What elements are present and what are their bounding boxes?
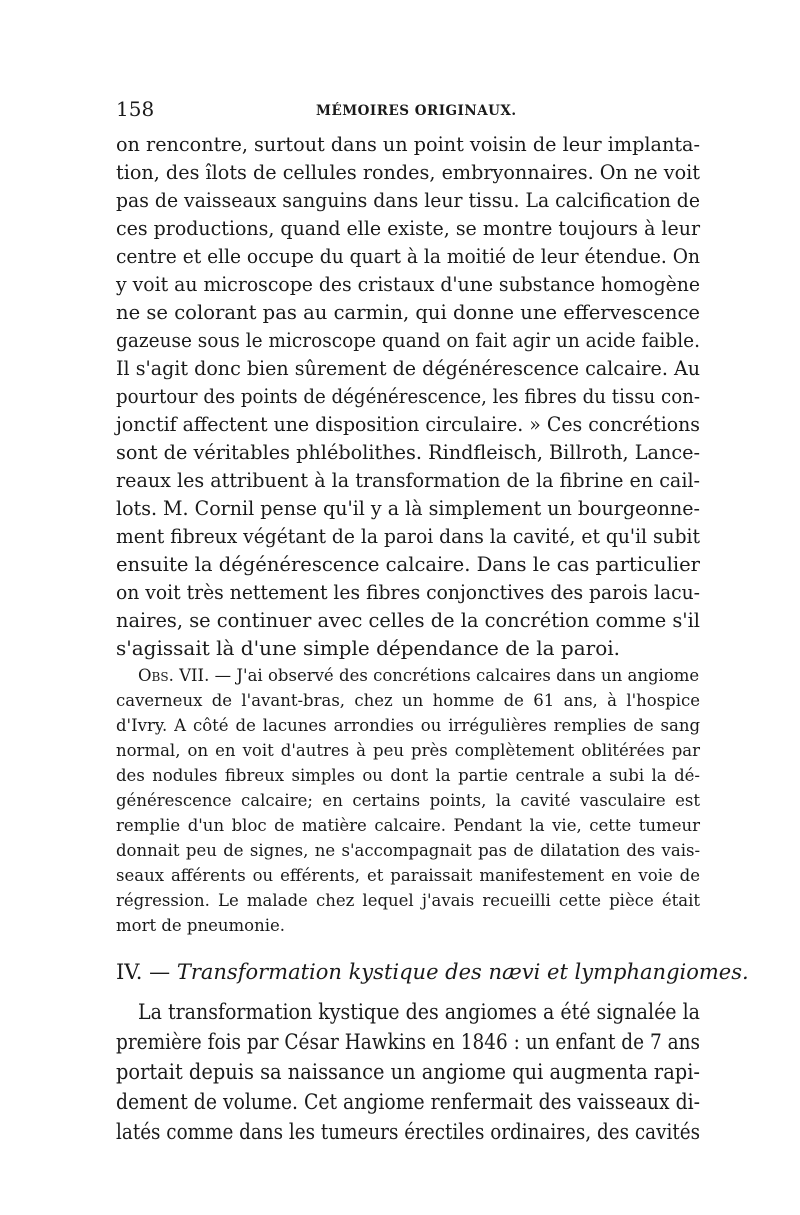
paragraph-line: tion, des îlots de cellules rondes, embryonnaires. On ne voit: [116, 160, 700, 184]
observation-first-line: [138, 666, 699, 685]
paragraph-line: ces productions, quand elle existe, se montre toujours à leur: [116, 216, 701, 240]
observation-line: seaux afférents ou efférents, et paraissait manifestement en voie de: [116, 866, 701, 885]
paragraph-line: jonctif affectent une disposition circulaire. » Ces concrétions: [116, 412, 700, 436]
section-heading: [116, 960, 749, 984]
paragraph-line: portait depuis sa naissance un angiome qui augmenta rapi-: [116, 1060, 700, 1084]
paragraph-line: lots. M. Cornil pense qu'il y a là simplement un bourgeonne-: [116, 496, 700, 520]
paragraph-line: pas de vaisseaux sanguins dans leur tissu. La calcification de: [116, 188, 700, 212]
observation-line: remplie d'un bloc de matière calcaire. Pendant la vie, cette tumeur: [116, 816, 700, 835]
observation-line: régression. Le malade chez lequel j'avais recueilli cette pièce était: [116, 891, 700, 910]
observation-first-line-text: — J'ai observé des concrétions calcaires dans un angiome: [214, 666, 700, 685]
running-title: MÉMOIRES ORIGINAUX.: [316, 103, 517, 119]
paragraph-line: ne se colorant pas au carmin, qui donne une effervescence: [116, 300, 700, 324]
page-number: 158: [116, 97, 155, 121]
paragraph-line: on rencontre, surtout dans un point voisin de leur implanta-: [116, 132, 700, 156]
paragraph-line: La transformation kystique des angiomes a été signalée la: [138, 1000, 700, 1024]
paragraph-line: reaux les attribuent à la transformation de la fibrine en cail-: [116, 468, 701, 492]
paragraph-line: naires, se continuer avec celles de la concrétion comme s'il: [116, 608, 700, 632]
paragraph-line: Il s'agit donc bien sûrement de dégénérescence calcaire. Au: [116, 356, 701, 380]
paragraph-line: pourtour des points de dégénérescence, les fibres du tissu con-: [116, 384, 700, 408]
observation-line: caverneux de l'avant-bras, chez un homme de 61 ans, à l'hospice: [116, 691, 701, 710]
observation-label: Obs. VII.: [138, 666, 210, 685]
observation-line: d'Ivry. A côté de lacunes arrondies ou irrégulières remplies de sang: [116, 716, 701, 735]
paragraph-line: première fois par César Hawkins en 1846 : un enfant de 7 ans: [116, 1030, 700, 1054]
paragraph-line: s'agissait là d'une simple dépendance de la paroi.: [116, 636, 620, 660]
paragraph-line: on voit très nettement les fibres conjonctives des parois lacu-: [116, 580, 700, 604]
observation-line: donnait peu de signes, ne s'accompagnait pas de dilatation des vais-: [116, 841, 701, 860]
observation-line: normal, on en voit d'autres à peu près complètement oblitérées par: [116, 741, 701, 760]
observation-line: générescence calcaire; en certains points, la cavité vasculaire est: [116, 791, 700, 810]
section-title: Transformation kystique des nævi et lymphangiomes.: [176, 960, 749, 984]
section-number: IV. —: [116, 960, 171, 984]
paragraph-line: y voit au microscope des cristaux d'une substance homogène: [116, 272, 701, 296]
paragraph-line: centre et elle occupe du quart à la moitié de leur étendue. On: [116, 244, 700, 268]
observation-line: des nodules fibreux simples ou dont la partie centrale a subi la dé-: [116, 766, 700, 785]
paragraph-line: gazeuse sous le microscope quand on fait agir un acide faible.: [116, 328, 700, 352]
paragraph-line: dement de volume. Cet angiome renfermait des vaisseaux di-: [116, 1090, 701, 1114]
paragraph-line: latés comme dans les tumeurs érectiles ordinaires, des cavités: [116, 1120, 700, 1144]
paragraph-line: sont de véritables phlébolithes. Rindfleisch, Billroth, Lance-: [116, 440, 701, 464]
paragraph-line: ment fibreux végétant de la paroi dans la cavité, et qu'il subit: [116, 524, 701, 548]
paragraph-line: ensuite la dégénérescence calcaire. Dans le cas particulier: [116, 552, 701, 576]
observation-line: mort de pneumonie.: [116, 916, 285, 935]
